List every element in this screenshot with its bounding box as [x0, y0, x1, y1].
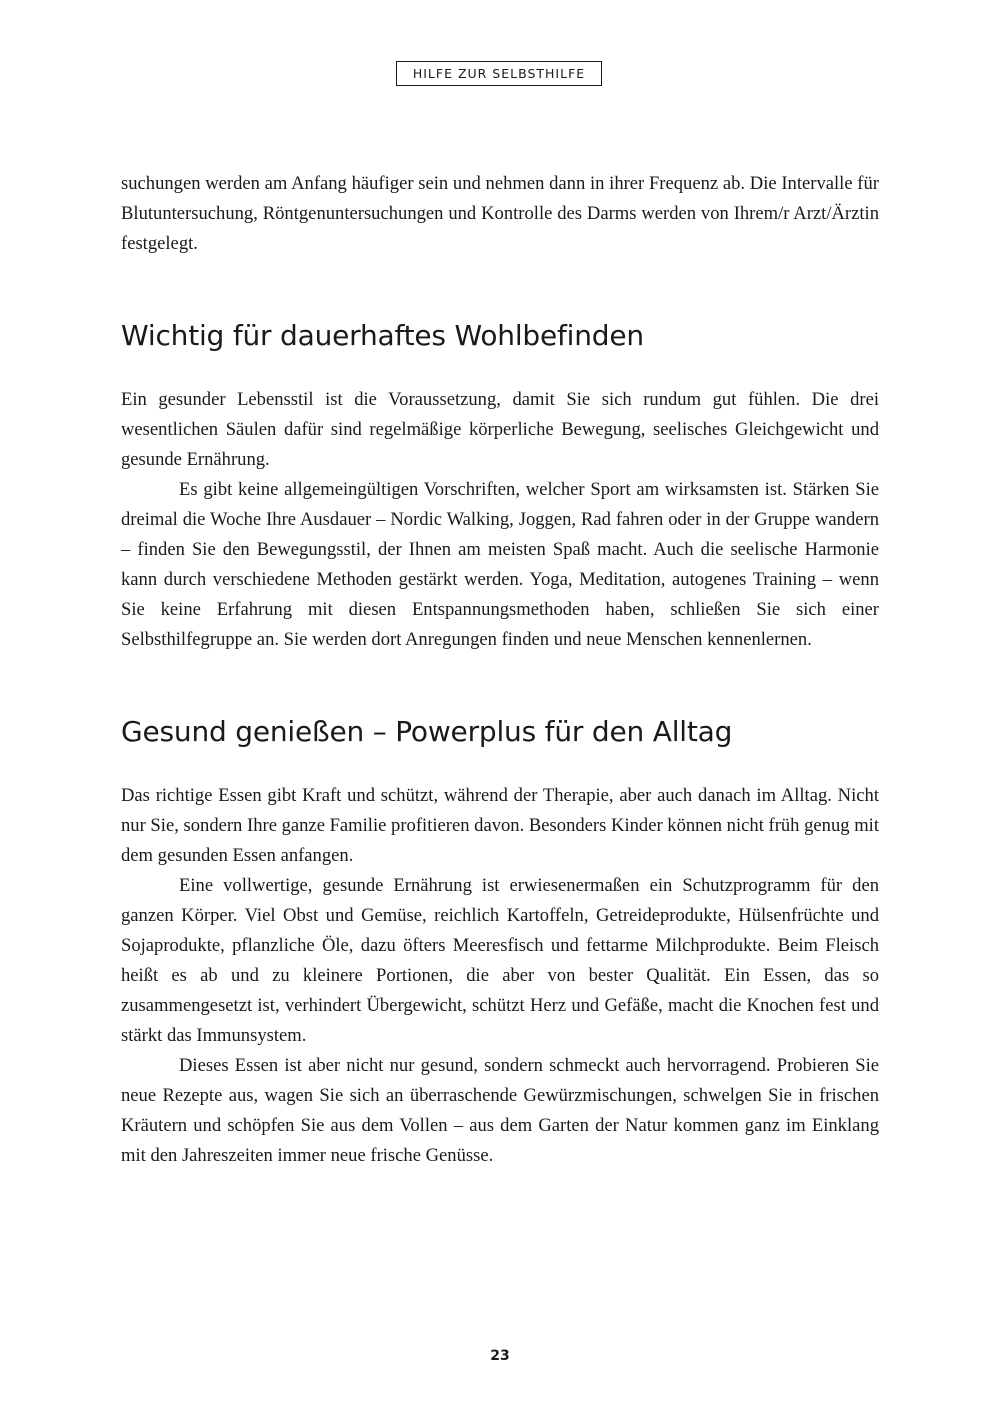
- page-body: [121, 169, 879, 1171]
- section-heading-gesund-geniessen: Gesund genießen – Powerplus für den Alltag: [121, 715, 733, 748]
- running-head: HILFE ZUR SELBSTHILFE: [396, 61, 602, 86]
- body-paragraph: Das richtige Essen gibt Kraft und schützt, während der Therapie, aber auch danach im Alltag. Nicht nur Sie, sondern Ihre ganze Familie profitieren davon. Besonders Kinder können nicht früh genug mit dem gesunden Essen anfangen.: [121, 785, 880, 866]
- intro-paragraph: suchungen werden am Anfang häufiger sein und nehmen dann in ihrer Frequenz ab. Die Intervalle für Blutuntersuchung, Röntgenuntersuchungen und Kontrolle des Darms werden von Ihrem/r Arzt/Ärztin festgelegt.: [121, 173, 879, 254]
- page-number: 23: [490, 1348, 510, 1364]
- body-paragraph: Ein gesunder Lebensstil ist die Voraussetzung, damit Sie sich rundum gut fühlen. Die drei wesentlichen Säulen dafür sind regelmäßige körperliche Bewegung, seelisches Gleichgewicht und gesunde Ernährung.: [121, 389, 879, 470]
- body-paragraph: Eine vollwertige, gesunde Ernährung ist erwiesenermaßen ein Schutzprogramm für den ganzen Körper. Viel Obst und Gemüse, reichlich Kartoffeln, Getreideprodukte, Hülsenfrüchte und Sojaprodukte, pflanzliche Öle, dazu öfters Meeresfisch und fettarme Milchprodukte. Beim Fleisch heißt es ab und zu kleinere Portionen, die aber von bester Qualität. Ein Essen, das so zusammengesetzt ist, verhindert Übergewicht, schützt Herz und Gefäße, macht die Knochen fest und stärkt das Immunsystem.: [121, 875, 879, 1046]
- section-heading-wohlbefinden: Wichtig für dauerhaftes Wohlbefinden: [121, 319, 644, 352]
- body-paragraph: Dieses Essen ist aber nicht nur gesund, sondern schmeckt auch hervorragend. Probieren Sie neue Rezepte aus, wagen Sie sich an überraschende Gewürzmischungen, schwelgen Sie in frischen Kräutern und schöpfen Sie aus dem Vollen – aus dem Garten der Natur kommen ganz im Einklang mit den Jahreszeiten immer neue frische Genüsse.: [121, 1055, 879, 1166]
- body-paragraph: Es gibt keine allgemeingültigen Vorschriften, welcher Sport am wirksamsten ist. Stärken Sie dreimal die Woche Ihre Ausdauer – Nordic Walking, Joggen, Rad fahren oder in der Gruppe wandern – finden Sie den Bewegungsstil, der Ihnen am meisten Spaß macht. Auch die seelische Harmonie kann durch verschiedene Methoden gestärkt werden. Yoga, Meditation, autogenes Training – wenn Sie keine Erfahrung mit diesen Entspannungsmethoden haben, schließen Sie sich einer Selbsthilfegruppe an. Sie werden dort Anregungen finden und neue Menschen kennenlernen.: [121, 479, 879, 650]
